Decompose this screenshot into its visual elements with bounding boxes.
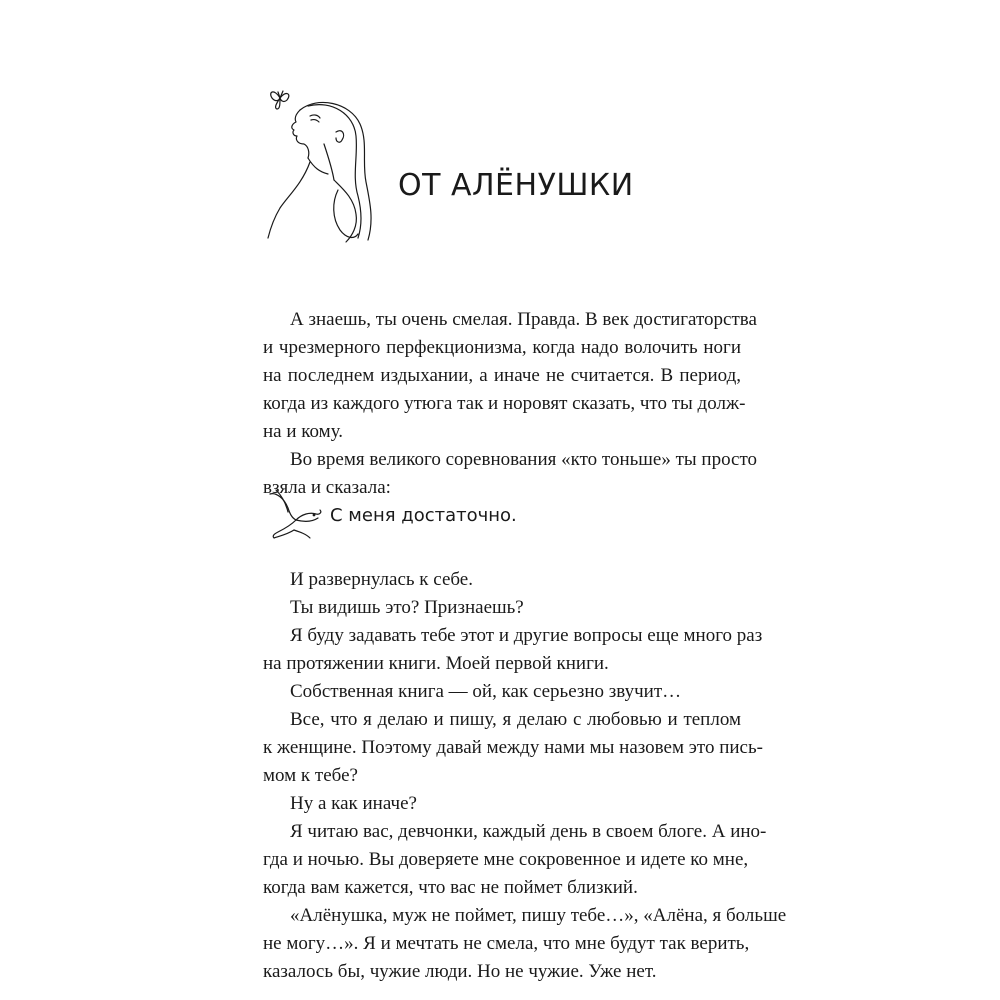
text-line: Все, что я делаю и пишу, я делаю с любовью и теплом: [290, 709, 741, 730]
quote-text: С меня достаточно.: [330, 505, 517, 526]
text-line: на последнем издыхании, а иначе не считается. В период,: [263, 365, 741, 386]
dove-icon: [266, 488, 324, 540]
text-line: гда и ночью. Вы доверяете мне сокровенное и идете ко мне,: [263, 849, 749, 870]
text-line: на протяжении книги. Моей первой книги.: [263, 653, 609, 674]
text-line: мом к тебе?: [263, 765, 358, 786]
woman-with-butterfly-illustration-icon: [262, 84, 382, 244]
text-line: Ну а как иначе?: [290, 793, 417, 814]
main-paragraphs: [263, 566, 787, 986]
text-line: взяла и сказала:: [263, 477, 391, 498]
text-line: «Алёнушка, муж не поймет, пишу тебе…», «Алёна, я больше: [290, 905, 787, 926]
text-line: Ты видишь это? Признаешь?: [290, 597, 524, 618]
text-line: казалось бы, чужие люди. Но не чужие. Уже нет.: [263, 961, 657, 982]
text-line: Собственная книга — ой, как серьезно звучит…: [290, 681, 682, 702]
text-line: когда из каждого утюга так и норовят сказать, что ты долж-: [263, 393, 746, 414]
text-line: и чрезмерного перфекционизма, когда надо волочить ноги: [263, 337, 741, 358]
text-line: И развернулась к себе.: [290, 569, 473, 590]
text-line: А знаешь, ты очень смелая. Правда. В век достигаторства: [290, 309, 757, 330]
text-line: Я читаю вас, девчонки, каждый день в своем блоге. А ино-: [290, 821, 767, 842]
text-line: Я буду задавать тебе этот и другие вопросы еще много раз: [290, 625, 763, 646]
text-line: не могу…». Я и мечтать не смела, что мне будут так верить,: [263, 933, 750, 954]
text-line: на и кому.: [263, 421, 344, 442]
intro-paragraphs: [263, 306, 758, 502]
text-line: когда вам кажется, что вас не поймет близкий.: [263, 877, 638, 898]
text-line: к женщине. Поэтому давай между нами мы назовем это пись-: [263, 737, 763, 758]
text-line: Во время великого соревнования «кто тоньше» ты просто: [290, 449, 758, 470]
chapter-title: ОТ АЛЁНУШКИ: [398, 168, 634, 203]
